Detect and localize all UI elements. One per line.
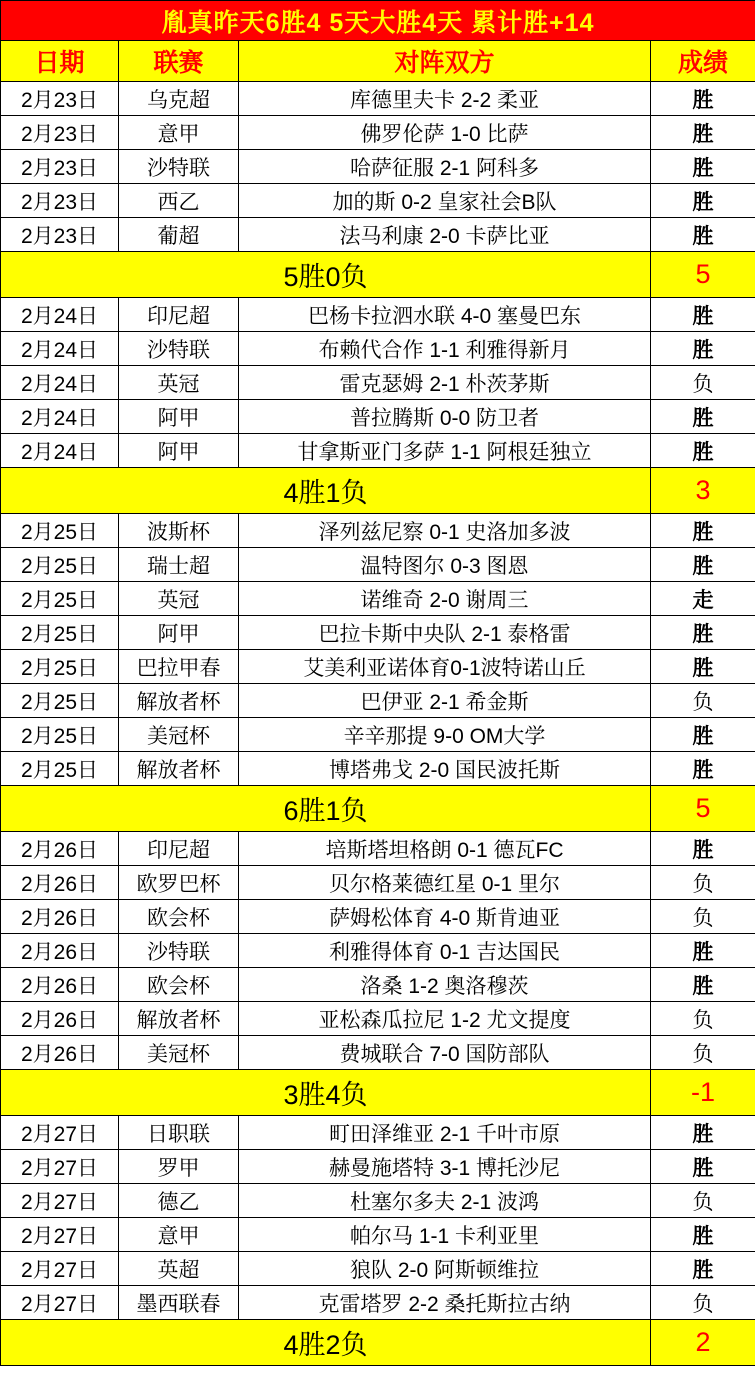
cell-league: 欧罗巴杯 bbox=[119, 866, 239, 900]
status-badge: 胜 bbox=[651, 514, 755, 548]
cell-match bbox=[239, 332, 651, 366]
table-row bbox=[1, 718, 755, 752]
summary-score: 2 bbox=[651, 1320, 755, 1366]
match-text: 克雷塔罗 2-2 桑托斯拉古纳 bbox=[318, 1292, 571, 1316]
cell-date: 2月26日 bbox=[1, 1036, 119, 1070]
cell-match bbox=[239, 150, 651, 184]
summary-score: 5 bbox=[651, 786, 755, 832]
status-badge: 胜 bbox=[651, 1116, 755, 1150]
cell-league: 阿甲 bbox=[119, 434, 239, 468]
status-badge: 胜 bbox=[651, 832, 755, 866]
cell-date: 2月26日 bbox=[1, 968, 119, 1002]
status-badge: 胜 bbox=[651, 1218, 755, 1252]
status-badge: 胜 bbox=[651, 718, 755, 752]
cell-league: 日职联 bbox=[119, 1116, 239, 1150]
cell-league: 英冠 bbox=[119, 366, 239, 400]
cell-match bbox=[239, 582, 651, 616]
match-text: 萨姆松体育 4-0 斯肯迪亚 bbox=[328, 906, 561, 930]
cell-date: 2月25日 bbox=[1, 650, 119, 684]
cell-match bbox=[239, 900, 651, 934]
cell-date: 2月27日 bbox=[1, 1116, 119, 1150]
cell-date: 2月26日 bbox=[1, 1002, 119, 1036]
table-row bbox=[1, 832, 755, 866]
cell-date: 2月27日 bbox=[1, 1286, 119, 1320]
table-row bbox=[1, 548, 755, 582]
status-badge: 胜 bbox=[651, 548, 755, 582]
status-badge: 胜 bbox=[651, 434, 755, 468]
title-row bbox=[1, 1, 755, 41]
cell-date: 2月25日 bbox=[1, 752, 119, 786]
cell-date: 2月24日 bbox=[1, 298, 119, 332]
status-badge: 负 bbox=[651, 366, 755, 400]
column-header-result: 成绩 bbox=[651, 41, 755, 82]
cell-league: 沙特联 bbox=[119, 150, 239, 184]
cell-match bbox=[239, 832, 651, 866]
summary-row bbox=[1, 468, 755, 514]
match-text: 帕尔马 1-1 卡利亚里 bbox=[349, 1224, 540, 1248]
summary-row bbox=[1, 1320, 755, 1366]
cell-date: 2月23日 bbox=[1, 218, 119, 252]
cell-date: 2月26日 bbox=[1, 866, 119, 900]
match-text: 泽列兹尼察 0-1 史洛加多波 bbox=[318, 520, 571, 544]
cell-league: 阿甲 bbox=[119, 400, 239, 434]
table-row bbox=[1, 82, 755, 116]
cell-match bbox=[239, 718, 651, 752]
cell-league: 意甲 bbox=[119, 116, 239, 150]
table-row bbox=[1, 514, 755, 548]
cell-match bbox=[239, 616, 651, 650]
match-text: 艾美利亚诺体育0-1波特诺山丘 bbox=[303, 656, 586, 680]
match-text: 法马利康 2-0 卡萨比亚 bbox=[339, 224, 550, 248]
cell-match bbox=[239, 650, 651, 684]
cell-date: 2月23日 bbox=[1, 184, 119, 218]
table-row bbox=[1, 366, 755, 400]
summary-label: 3胜4负 bbox=[1, 1070, 651, 1116]
cell-match bbox=[239, 866, 651, 900]
cell-match bbox=[239, 548, 651, 582]
cell-date: 2月27日 bbox=[1, 1184, 119, 1218]
cell-league: 罗甲 bbox=[119, 1150, 239, 1184]
cell-match bbox=[239, 1218, 651, 1252]
table-row bbox=[1, 752, 755, 786]
table-row bbox=[1, 616, 755, 650]
cell-match bbox=[239, 434, 651, 468]
cell-league: 乌克超 bbox=[119, 82, 239, 116]
status-badge: 走 bbox=[651, 582, 755, 616]
table-row bbox=[1, 582, 755, 616]
column-header-match: 对阵双方 bbox=[239, 41, 651, 82]
table-row bbox=[1, 1286, 755, 1320]
table-row bbox=[1, 116, 755, 150]
cell-date: 2月23日 bbox=[1, 82, 119, 116]
header-row bbox=[1, 41, 755, 82]
cell-league: 解放者杯 bbox=[119, 684, 239, 718]
cell-match bbox=[239, 1184, 651, 1218]
cell-match bbox=[239, 1002, 651, 1036]
status-badge: 胜 bbox=[651, 1150, 755, 1184]
cell-league: 瑞士超 bbox=[119, 548, 239, 582]
match-text: 赫曼施塔特 3-1 博托沙尼 bbox=[328, 1156, 561, 1180]
cell-match bbox=[239, 1252, 651, 1286]
cell-league: 葡超 bbox=[119, 218, 239, 252]
cell-match bbox=[239, 116, 651, 150]
cell-match bbox=[239, 400, 651, 434]
cell-match bbox=[239, 82, 651, 116]
table-row bbox=[1, 650, 755, 684]
cell-league: 波斯杯 bbox=[119, 514, 239, 548]
match-text: 布赖代合作 1-1 利雅得新月 bbox=[318, 338, 571, 362]
summary-score: 3 bbox=[651, 468, 755, 514]
column-header-league: 联赛 bbox=[119, 41, 239, 82]
page-title: 胤真昨天6胜4 5天大胜4天 累计胜+14 bbox=[1, 1, 755, 41]
cell-match bbox=[239, 366, 651, 400]
status-badge: 胜 bbox=[651, 934, 755, 968]
match-text: 杜塞尔多夫 2-1 波鸿 bbox=[349, 1190, 540, 1214]
cell-match bbox=[239, 752, 651, 786]
summary-label: 5胜0负 bbox=[1, 252, 651, 298]
status-badge: 负 bbox=[651, 1184, 755, 1218]
cell-league: 意甲 bbox=[119, 1218, 239, 1252]
cell-date: 2月24日 bbox=[1, 366, 119, 400]
cell-league: 美冠杯 bbox=[119, 718, 239, 752]
match-text: 甘拿斯亚门多萨 1-1 阿根廷独立 bbox=[297, 440, 592, 464]
status-badge: 胜 bbox=[651, 184, 755, 218]
cell-date: 2月25日 bbox=[1, 514, 119, 548]
cell-date: 2月25日 bbox=[1, 684, 119, 718]
match-text: 诺维奇 2-0 谢周三 bbox=[360, 588, 529, 612]
table-row bbox=[1, 1150, 755, 1184]
cell-date: 2月26日 bbox=[1, 900, 119, 934]
cell-match bbox=[239, 218, 651, 252]
status-badge: 胜 bbox=[651, 752, 755, 786]
table-row bbox=[1, 1002, 755, 1036]
match-text: 巴伊亚 2-1 希金斯 bbox=[360, 690, 529, 714]
match-text: 博塔弗戈 2-0 国民波托斯 bbox=[328, 758, 561, 782]
status-badge: 胜 bbox=[651, 218, 755, 252]
cell-league: 印尼超 bbox=[119, 832, 239, 866]
table-row bbox=[1, 434, 755, 468]
column-header-date: 日期 bbox=[1, 41, 119, 82]
status-badge: 负 bbox=[651, 866, 755, 900]
match-text: 库德里夫卡 2-2 柔亚 bbox=[349, 88, 540, 112]
cell-league: 阿甲 bbox=[119, 616, 239, 650]
cell-date: 2月23日 bbox=[1, 116, 119, 150]
summary-label: 6胜1负 bbox=[1, 786, 651, 832]
cell-date: 2月24日 bbox=[1, 332, 119, 366]
summary-label: 4胜2负 bbox=[1, 1320, 651, 1366]
match-text: 洛桑 1-2 奥洛穆茨 bbox=[360, 974, 529, 998]
match-text: 辛辛那提 9-0 OM大学 bbox=[343, 724, 546, 748]
status-badge: 胜 bbox=[651, 400, 755, 434]
status-badge: 胜 bbox=[651, 116, 755, 150]
match-text: 亚松森瓜拉尼 1-2 尤文提度 bbox=[318, 1008, 571, 1032]
status-badge: 胜 bbox=[651, 150, 755, 184]
cell-date: 2月25日 bbox=[1, 582, 119, 616]
status-badge: 负 bbox=[651, 1002, 755, 1036]
cell-league: 解放者杯 bbox=[119, 752, 239, 786]
table-row bbox=[1, 968, 755, 1002]
cell-league: 欧会杯 bbox=[119, 900, 239, 934]
summary-label: 4胜1负 bbox=[1, 468, 651, 514]
status-badge: 胜 bbox=[651, 298, 755, 332]
cell-match bbox=[239, 934, 651, 968]
status-badge: 负 bbox=[651, 684, 755, 718]
cell-league: 英超 bbox=[119, 1252, 239, 1286]
cell-match bbox=[239, 684, 651, 718]
table-row bbox=[1, 218, 755, 252]
status-badge: 胜 bbox=[651, 82, 755, 116]
match-text: 加的斯 0-2 皇家社会B队 bbox=[332, 190, 557, 214]
summary-score: -1 bbox=[651, 1070, 755, 1116]
cell-match bbox=[239, 298, 651, 332]
cell-match bbox=[239, 1286, 651, 1320]
table-row bbox=[1, 866, 755, 900]
table-row bbox=[1, 1218, 755, 1252]
table-row bbox=[1, 1116, 755, 1150]
cell-league: 沙特联 bbox=[119, 934, 239, 968]
match-text: 巴杨卡拉泗水联 4-0 塞曼巴东 bbox=[307, 304, 582, 328]
status-badge: 胜 bbox=[651, 968, 755, 1002]
cell-league: 沙特联 bbox=[119, 332, 239, 366]
cell-league: 美冠杯 bbox=[119, 1036, 239, 1070]
match-text: 培斯塔坦格朗 0-1 德瓦FC bbox=[325, 838, 564, 862]
summary-row bbox=[1, 252, 755, 298]
table-row bbox=[1, 332, 755, 366]
status-badge: 胜 bbox=[651, 1252, 755, 1286]
cell-match bbox=[239, 968, 651, 1002]
table-row bbox=[1, 1184, 755, 1218]
cell-date: 2月26日 bbox=[1, 832, 119, 866]
table-row bbox=[1, 150, 755, 184]
table-row bbox=[1, 1036, 755, 1070]
cell-date: 2月27日 bbox=[1, 1252, 119, 1286]
table-row bbox=[1, 184, 755, 218]
match-text: 佛罗伦萨 1-0 比萨 bbox=[360, 122, 529, 146]
cell-date: 2月23日 bbox=[1, 150, 119, 184]
cell-date: 2月26日 bbox=[1, 934, 119, 968]
cell-league: 巴拉甲春 bbox=[119, 650, 239, 684]
table-row bbox=[1, 934, 755, 968]
status-badge: 负 bbox=[651, 1036, 755, 1070]
cell-league: 欧会杯 bbox=[119, 968, 239, 1002]
match-text: 普拉腾斯 0-0 防卫者 bbox=[349, 406, 540, 430]
match-text: 雷克瑟姆 2-1 朴茨茅斯 bbox=[339, 372, 550, 396]
cell-league: 西乙 bbox=[119, 184, 239, 218]
status-badge: 胜 bbox=[651, 616, 755, 650]
table-row bbox=[1, 900, 755, 934]
cell-league: 印尼超 bbox=[119, 298, 239, 332]
status-badge: 负 bbox=[651, 900, 755, 934]
table-row bbox=[1, 1252, 755, 1286]
cell-match bbox=[239, 1150, 651, 1184]
summary-score: 5 bbox=[651, 252, 755, 298]
cell-league: 墨西联春 bbox=[119, 1286, 239, 1320]
cell-date: 2月25日 bbox=[1, 616, 119, 650]
table-row bbox=[1, 298, 755, 332]
status-badge: 胜 bbox=[651, 650, 755, 684]
cell-match bbox=[239, 1116, 651, 1150]
match-text: 贝尔格莱德红星 0-1 里尔 bbox=[328, 872, 561, 896]
table-row bbox=[1, 400, 755, 434]
summary-row bbox=[1, 1070, 755, 1116]
cell-match bbox=[239, 184, 651, 218]
summary-row bbox=[1, 786, 755, 832]
match-text: 町田泽维亚 2-1 千叶市原 bbox=[328, 1122, 561, 1146]
match-text: 利雅得体育 0-1 吉达国民 bbox=[328, 940, 561, 964]
match-text: 狼队 2-0 阿斯顿维拉 bbox=[349, 1258, 540, 1282]
cell-date: 2月25日 bbox=[1, 718, 119, 752]
cell-match bbox=[239, 1036, 651, 1070]
cell-league: 英冠 bbox=[119, 582, 239, 616]
match-text: 巴拉卡斯中央队 2-1 泰格雷 bbox=[318, 622, 571, 646]
cell-date: 2月27日 bbox=[1, 1218, 119, 1252]
match-text: 费城联合 7-0 国防部队 bbox=[339, 1042, 550, 1066]
cell-date: 2月24日 bbox=[1, 400, 119, 434]
match-text: 温特图尔 0-3 图恩 bbox=[360, 554, 529, 578]
status-badge: 胜 bbox=[651, 332, 755, 366]
match-text: 哈萨征服 2-1 阿科多 bbox=[349, 156, 540, 180]
table-row bbox=[1, 684, 755, 718]
cell-match bbox=[239, 514, 651, 548]
cell-league: 德乙 bbox=[119, 1184, 239, 1218]
cell-date: 2月25日 bbox=[1, 548, 119, 582]
cell-league: 解放者杯 bbox=[119, 1002, 239, 1036]
status-badge: 负 bbox=[651, 1286, 755, 1320]
cell-date: 2月27日 bbox=[1, 1150, 119, 1184]
cell-date: 2月24日 bbox=[1, 434, 119, 468]
